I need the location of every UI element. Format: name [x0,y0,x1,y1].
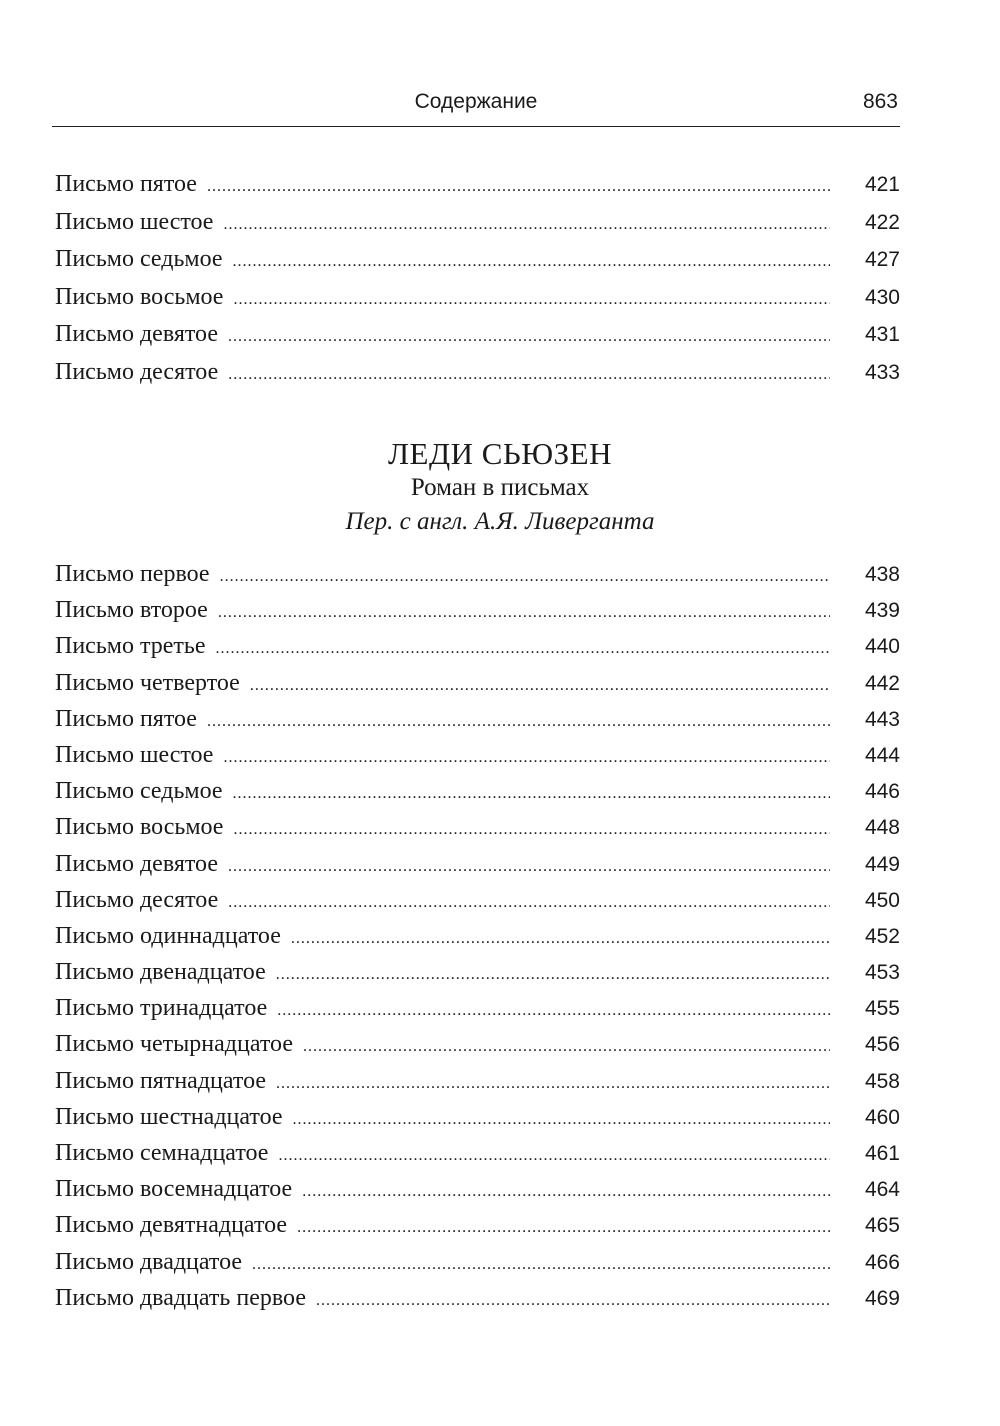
toc-entry-page: 450 [864,888,900,912]
running-header [52,88,900,127]
toc-entry-page: 456 [864,1033,900,1057]
toc-entry-page: 440 [864,635,900,659]
toc-entry-label: Письмо восемнадцатое [55,1176,293,1203]
toc-entry[interactable] [55,1140,900,1176]
toc-entry[interactable] [55,1285,900,1321]
toc-entry-label: Письмо третье [55,633,206,660]
toc-entry-label: Письмо седьмое [55,246,223,273]
toc-entry-label: Письмо двадцать первое [55,1284,306,1311]
toc-entry-page: 431 [864,323,900,347]
toc-dot-leader [302,1183,830,1201]
toc-entry-label: Письмо седьмое [55,778,223,805]
toc-entry-page: 453 [864,961,900,985]
toc-entry-page: 455 [864,997,900,1021]
toc-entry[interactable] [55,814,900,850]
toc-entry-label: Письмо десятое [55,358,219,385]
toc-entry-label: Письмо пятое [55,705,197,732]
toc-entry[interactable] [55,171,900,209]
toc-entry-page: 443 [864,707,900,731]
toc-entry-label: Письмо четвертое [55,669,240,696]
toc-entry-label: Письмо четырнадцатое [55,1031,293,1058]
toc-entry[interactable] [55,706,900,742]
toc-dot-leader [207,713,830,731]
toc-dot-leader [233,821,830,839]
toc-entry[interactable] [55,1249,900,1285]
toc-entry-label: Письмо одиннадцатое [55,922,281,949]
toc-dot-leader [303,1038,830,1056]
section-translator: Пер. с англ. А.Я. Ливерганта [345,508,655,535]
toc-entry-label: Письмо тринадцатое [55,995,268,1022]
toc-dot-leader [215,640,830,658]
toc-entry-label: Письмо восьмое [55,283,224,310]
toc-dot-leader [218,604,830,622]
toc-entry[interactable] [55,1068,900,1104]
toc-entry-page: 465 [864,1214,900,1238]
toc-entry-page: 422 [864,210,900,234]
page-number: 863 [862,90,898,113]
toc-entry-page: 469 [864,1286,900,1310]
toc-dot-leader [220,568,830,586]
toc-dot-leader [277,1002,830,1020]
toc-dot-leader [228,894,830,912]
toc-entry-page: 444 [864,743,900,767]
toc-dot-leader [291,930,830,948]
toc-dot-leader [233,291,830,309]
toc-entry[interactable] [55,851,900,887]
toc-dot-leader [223,749,830,767]
toc-dot-leader [228,328,830,346]
section-title: ЛЕДИ СЬЮЗЕН [388,436,612,471]
toc-dot-leader [252,1256,830,1274]
toc-dot-leader [297,1219,830,1237]
toc-entry[interactable] [55,561,900,597]
toc-dot-leader [223,216,830,234]
toc-entry-label: Письмо семнадцатое [55,1140,269,1166]
toc-entry[interactable] [55,1031,900,1067]
toc-dot-leader [233,785,830,803]
section-subtitle: Роман в письмах [410,474,590,501]
toc-dot-leader [207,178,830,196]
toc-list-previous-section [55,171,900,397]
toc-entry-page: 438 [864,563,900,586]
toc-entry[interactable] [55,778,900,814]
toc-entry-page: 464 [864,1178,900,1202]
toc-entry[interactable] [55,742,900,778]
toc-entry-label: Письмо двенадцатое [55,959,266,986]
toc-entry[interactable] [55,995,900,1031]
toc-entry[interactable] [55,209,900,247]
toc-entry-page: 427 [864,248,900,272]
toc-entry[interactable] [55,321,900,359]
toc-entry[interactable] [55,597,900,633]
toc-entry-page: 442 [864,671,900,695]
toc-dot-leader [233,253,830,271]
toc-entry-label: Письмо девятое [55,321,218,348]
toc-entry-label: Письмо шестнадцатое [55,1103,283,1130]
toc-dot-leader [276,1075,830,1093]
toc-entry-label: Письмо второе [55,597,208,624]
toc-entry[interactable] [55,1176,900,1212]
toc-entry-page: 452 [864,924,900,948]
toc-entry[interactable] [55,887,900,923]
toc-entry-page: 433 [864,360,900,384]
toc-entry-label: Письмо восьмое [55,814,224,841]
toc-entry[interactable] [55,246,900,284]
toc-entry-label: Письмо пятое [55,171,197,197]
toc-entry[interactable] [55,284,900,322]
toc-entry[interactable] [55,1212,900,1248]
toc-entry-label: Письмо шестое [55,208,214,235]
toc-entry-label: Письмо пятнадцатое [55,1067,267,1094]
toc-entry-page: 461 [864,1142,900,1165]
toc-entry-label: Письмо девятое [55,850,218,877]
toc-entry[interactable] [55,1104,900,1140]
toc-dot-leader [278,1147,830,1165]
toc-entry[interactable] [55,923,900,959]
toc-dot-leader [250,677,830,695]
toc-entry-label: Письмо первое [55,561,210,587]
toc-entry-label: Письмо десятое [55,886,219,913]
toc-entry-label: Письмо двадцатое [55,1248,243,1275]
toc-entry-page: 430 [864,285,900,309]
toc-entry[interactable] [55,959,900,995]
toc-entry-page: 448 [864,816,900,840]
toc-entry-page: 421 [864,173,900,196]
toc-list-lady-susan [55,561,900,1321]
toc-entry-page: 439 [864,599,900,623]
toc-entry[interactable] [55,359,900,397]
toc-entry-page: 466 [864,1250,900,1274]
toc-entry-page: 449 [864,852,900,876]
running-header-title: Содержание [414,90,538,113]
toc-entry-label: Письмо шестое [55,741,214,768]
toc-dot-leader [316,1292,830,1310]
toc-entry[interactable] [55,633,900,669]
toc-dot-leader [293,1111,830,1129]
toc-entry-page: 458 [864,1069,900,1093]
toc-entry-page: 460 [864,1105,900,1129]
toc-dot-leader [228,858,830,876]
toc-entry[interactable] [55,670,900,706]
toc-dot-leader [276,966,830,984]
toc-dot-leader [228,366,830,384]
toc-entry-page: 446 [864,780,900,804]
toc-entry-label: Письмо девятнадцатое [55,1212,288,1239]
